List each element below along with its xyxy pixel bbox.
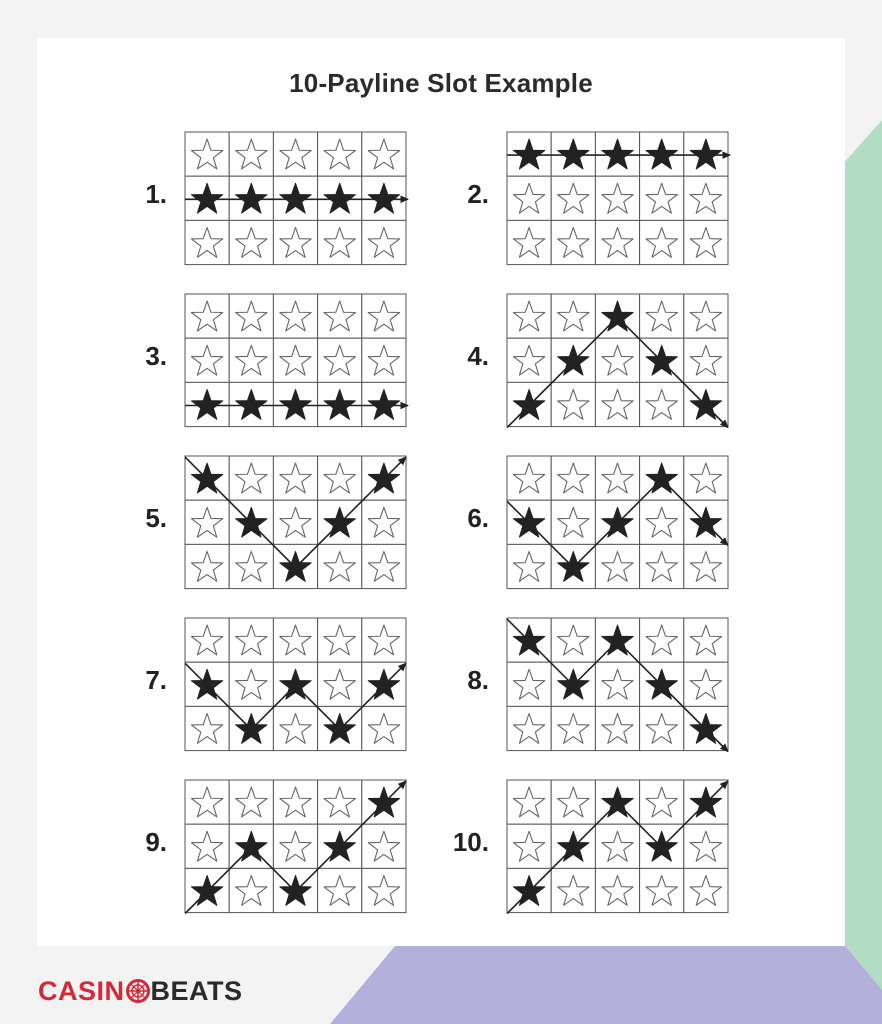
payline-grid — [499, 777, 729, 917]
payline-6 — [359, 453, 719, 589]
roulette-wheel-icon — [126, 979, 150, 1003]
payline-2 — [359, 129, 719, 265]
payline-number: 6. — [467, 503, 489, 533]
payline-9 — [37, 777, 397, 913]
payline-1 — [37, 129, 397, 265]
payline-number: 7. — [145, 665, 167, 695]
payline-number: 4. — [467, 341, 489, 371]
payline-grid — [499, 291, 729, 431]
payline-number: 1. — [145, 179, 167, 209]
payline-grid — [499, 453, 729, 593]
payline-number: 2. — [467, 179, 489, 209]
payline-8 — [359, 615, 719, 751]
casinobeats-logo — [38, 974, 243, 1008]
payline-number: 3. — [145, 341, 167, 371]
logo-text-beats: BEATS — [150, 975, 243, 1006]
logo-text-casino: CASIN — [38, 975, 125, 1006]
payline-number: 10. — [452, 827, 489, 857]
payline-10 — [359, 777, 719, 913]
payline-number: 9. — [145, 827, 167, 857]
payline-card — [37, 38, 845, 946]
payline-grid — [499, 615, 729, 755]
payline-4 — [359, 291, 719, 427]
payline-number: 8. — [467, 665, 489, 695]
payline-3 — [37, 291, 397, 427]
payline-5 — [37, 453, 397, 589]
page-title: 10-Payline Slot Example — [289, 68, 593, 98]
payline-number: 5. — [145, 503, 167, 533]
payline-7 — [37, 615, 397, 751]
payline-grid — [499, 129, 729, 269]
